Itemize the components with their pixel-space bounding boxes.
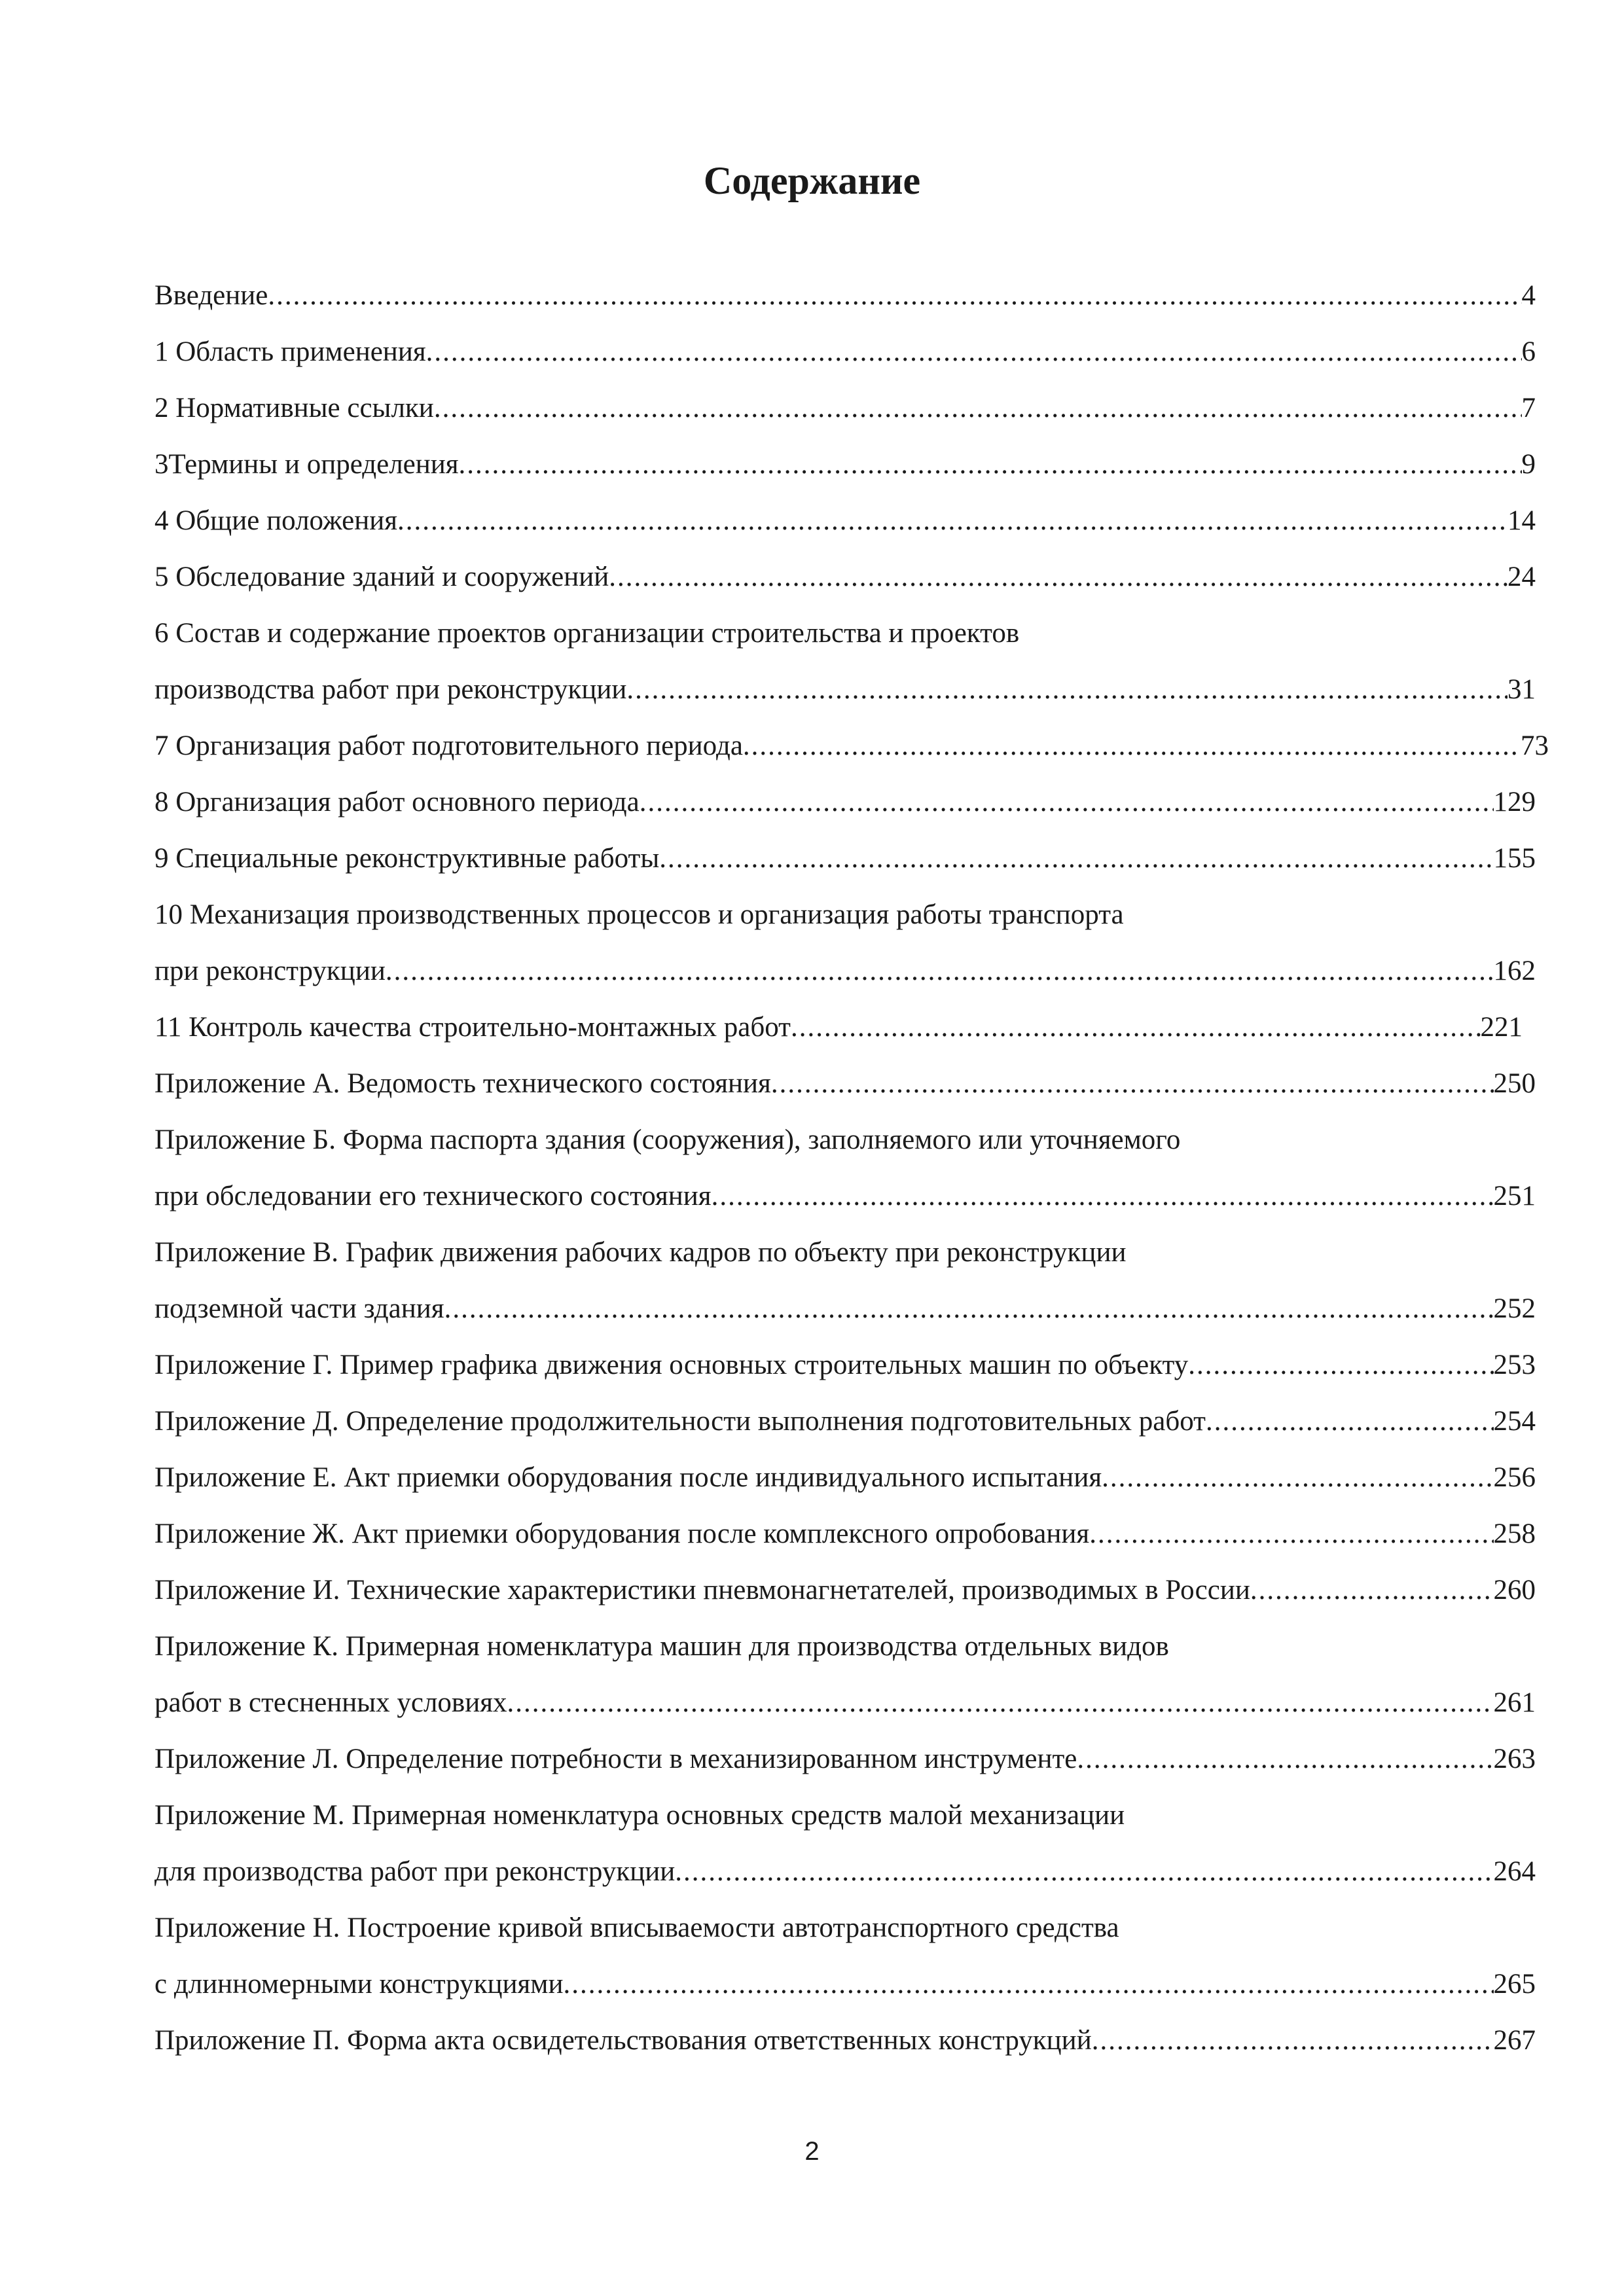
toc-entry-label: Приложение Д. Определение продолжительности выполнения подготовительных работ: [154, 1406, 1206, 1437]
toc-entry: [154, 948, 1536, 994]
toc-entry: [154, 442, 1536, 488]
toc-entry: [154, 1061, 1536, 1107]
toc-entry-label: при реконструкции: [154, 956, 386, 986]
toc-entry-page: 129: [1493, 787, 1536, 817]
toc-entry: [154, 386, 1536, 431]
toc-entry: [154, 1849, 1536, 1895]
toc-leader: [640, 780, 1494, 825]
toc-entry: [154, 1455, 1536, 1501]
toc-entry-label: при обследовании его технического состояния: [154, 1181, 712, 1211]
toc-entry-label: 2 Нормативные ссылки: [154, 393, 434, 423]
toc-entry-page: 24: [1507, 562, 1536, 592]
toc-entry: [154, 836, 1536, 882]
toc-leader: [268, 273, 1521, 319]
toc-entry-first-line: [154, 611, 1536, 656]
toc-entry-label: Введение: [154, 280, 268, 311]
toc-entry-label: Приложение К. Примерная номенклатура машин для производства отдельных видов: [154, 1631, 1169, 1662]
toc-leader: [564, 1962, 1494, 2007]
toc-leader: [609, 554, 1507, 600]
toc-leader: [444, 1286, 1494, 1332]
toc-entry-page: 14: [1507, 505, 1536, 536]
toc-entry-first-line: [154, 1793, 1536, 1839]
toc-entry-label: подземной части здания: [154, 1293, 444, 1324]
toc-entry-label: Приложение А. Ведомость технического состояния: [154, 1068, 771, 1099]
toc-entry-page: 9: [1521, 449, 1536, 480]
toc-leader: [1206, 1399, 1494, 1444]
toc-entry: [154, 1174, 1536, 1219]
toc-leader: [1188, 1342, 1493, 1388]
toc-entry: [154, 723, 1549, 769]
toc-entry-page: 265: [1493, 1969, 1536, 2000]
toc-leader: [434, 386, 1522, 431]
toc-entry-label: Приложение Б. Форма паспорта здания (сооружения), заполняемого или уточняемого: [154, 1124, 1181, 1155]
toc-entry-page: 7: [1521, 393, 1536, 423]
toc-entry: [154, 667, 1536, 713]
toc-entry-label: Приложение И. Технические характеристики пневмонагнетателей, производимых в России: [154, 1575, 1250, 1605]
toc-leader: [791, 1005, 1481, 1050]
toc-entry-page: 6: [1521, 336, 1536, 367]
toc-entry-page: 254: [1493, 1406, 1536, 1437]
toc-entry-first-line: [154, 892, 1536, 938]
toc-entry: [154, 1342, 1536, 1388]
toc-entry-label: Приложение Г. Пример графика движения основных строительных машин по объекту: [154, 1350, 1189, 1380]
toc-entry-page: 264: [1493, 1856, 1536, 1887]
toc-entry-page: 4: [1521, 280, 1536, 311]
toc-leader: [675, 1849, 1493, 1895]
toc-entry-label: работ в стесненных условиях: [154, 1687, 507, 1718]
toc-entry-page: 260: [1493, 1575, 1536, 1605]
toc-entry-page: 258: [1493, 1518, 1536, 1549]
toc-entry-label: Приложение Ж. Акт приемки оборудования после комплексного опробования: [154, 1518, 1090, 1549]
toc-entry-label: для производства работ при реконструкции: [154, 1856, 676, 1887]
toc-entry-page: 73: [1521, 730, 1549, 761]
toc-entry-page: 162: [1493, 956, 1536, 986]
toc-entry-label: производства работ при реконструкции: [154, 674, 627, 705]
toc-entry: [154, 2018, 1536, 2064]
toc-entry: [154, 1680, 1536, 1726]
toc-leader: [507, 1680, 1494, 1726]
toc-entry-page: 221: [1480, 1012, 1523, 1043]
toc-leader: [397, 498, 1507, 544]
toc-entry-page: 250: [1493, 1068, 1536, 1099]
toc-entry: [154, 1399, 1536, 1444]
toc-entry: [154, 1568, 1536, 1613]
toc-leader: [1250, 1568, 1494, 1613]
page-title: Содержание: [703, 159, 921, 202]
toc-entry-label: 6 Состав и содержание проектов организации строительства и проектов: [154, 618, 1020, 649]
toc-entry: [154, 329, 1536, 375]
page-number: 2: [804, 2137, 820, 2166]
toc-leader: [1089, 1511, 1493, 1557]
toc-entry-page: 155: [1493, 843, 1536, 874]
toc-leader: [771, 1061, 1494, 1107]
toc-entry-label: Приложение П. Форма акта освидетельствования ответственных конструкций: [154, 2025, 1092, 2056]
toc-entry-label: 1 Область применения: [154, 336, 426, 367]
toc-entry-page: 253: [1493, 1350, 1536, 1380]
toc-entry: [154, 498, 1536, 544]
toc-leader: [712, 1174, 1494, 1219]
toc-leader: [459, 442, 1522, 488]
toc-entry-page: 263: [1493, 1744, 1536, 1774]
toc-entry-first-line: [154, 1230, 1536, 1276]
toc-entry: [154, 554, 1536, 600]
toc-entry-label: Приложение В. График движения рабочих кадров по объекту при реконструкции: [154, 1237, 1127, 1268]
toc-entry-first-line: [154, 1117, 1536, 1163]
toc-entry-label: 10 Механизация производственных процессов и организация работы транспорта: [154, 899, 1124, 930]
toc-entry-page: 267: [1493, 2025, 1536, 2056]
toc-leader: [626, 667, 1507, 713]
toc-leader: [743, 723, 1521, 769]
toc-leader: [426, 329, 1522, 375]
toc-entry: [154, 1736, 1536, 1782]
toc-entry-label: Приложение Е. Акт приемки оборудования после индивидуального испытания: [154, 1462, 1102, 1493]
toc-leader: [1092, 2018, 1494, 2064]
toc-entry: [154, 780, 1536, 825]
toc-entry: [154, 1286, 1536, 1332]
toc-entry-label: Приложение Л. Определение потребности в механизированном инструменте: [154, 1744, 1077, 1774]
toc-leader: [1102, 1455, 1493, 1501]
toc-entry-page: 31: [1507, 674, 1536, 705]
toc-leader: [1077, 1736, 1493, 1782]
toc-entry-label: 9 Специальные реконструктивные работы: [154, 843, 660, 874]
toc-entry-label: Приложение М. Примерная номенклатура основных средств малой механизации: [154, 1800, 1125, 1831]
toc-leader: [659, 836, 1493, 882]
toc-entry-label: 5 Обследование зданий и сооружений: [154, 562, 609, 592]
toc-entry: [154, 1511, 1536, 1557]
toc-entry-page: 251: [1493, 1181, 1536, 1211]
toc-entry-page: 252: [1493, 1293, 1536, 1324]
toc-entry-label: с длинномерными конструкциями: [154, 1969, 564, 2000]
toc-entry-label: 3Термины и определения: [154, 449, 459, 480]
toc-entry-label: 7 Организация работ подготовительного периода: [154, 730, 743, 761]
toc-entry-label: Приложение Н. Построение кривой вписываемости автотранспортного средства: [154, 1912, 1119, 1943]
toc-entry-page: 256: [1493, 1462, 1536, 1493]
toc-entry-label: 8 Организация работ основного периода: [154, 787, 640, 817]
toc-leader: [386, 948, 1494, 994]
toc-entry: [154, 273, 1536, 319]
toc-entry-label: 11 Контроль качества строительно-монтажных работ: [154, 1012, 791, 1043]
toc-entry-label: 4 Общие положения: [154, 505, 398, 536]
toc-entry-first-line: [154, 1905, 1536, 1951]
toc-entry-page: 261: [1493, 1687, 1536, 1718]
toc-entry: [154, 1962, 1536, 2007]
toc-entry: [154, 1005, 1523, 1050]
toc-entry-first-line: [154, 1624, 1536, 1670]
